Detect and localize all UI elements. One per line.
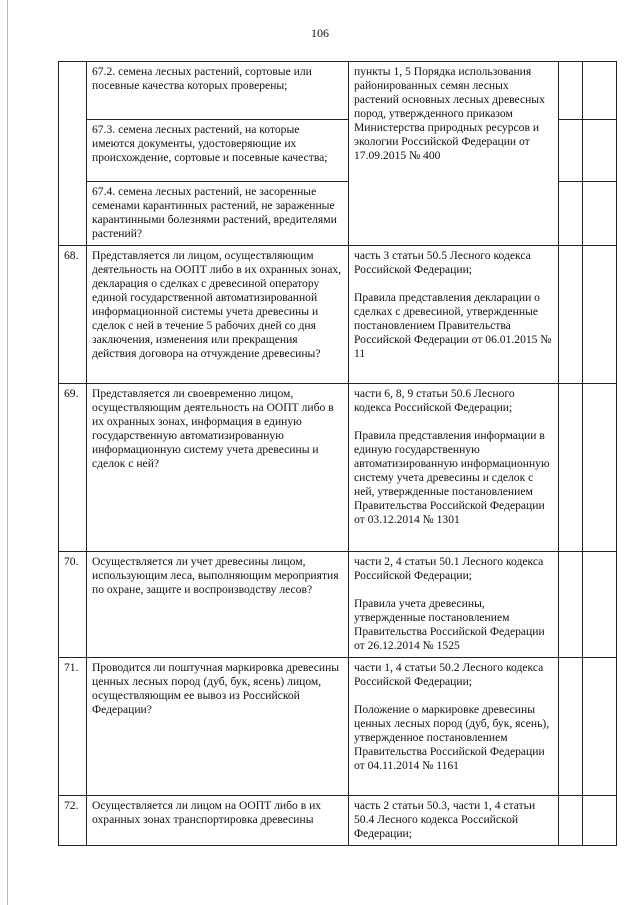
row-number-cell: 71. xyxy=(59,658,87,796)
answer-cell xyxy=(559,384,583,552)
answer-cell xyxy=(559,552,583,658)
question-cell: Проводится ли поштучная маркировка древесины ценных лесных пород (дуб, бук, ясень) лицом, осуществляющим ее вывоз из Российской Федерации? xyxy=(87,658,349,796)
table-row xyxy=(59,796,617,846)
question-cell: Осуществляется ли учет древесины лицом, использующим леса, выполняющим мероприятия по охране, защите и воспроизводству лесов? xyxy=(87,552,349,658)
row-number-cell: 70. xyxy=(59,552,87,658)
table-row xyxy=(59,246,617,384)
law-reference-text: Правила представления информации в единую государственную автоматизированную информационную систему учета древесины и сделок с ней, утвержденные постановлением Правительства Российской Федерации от 03.12.2014 № 1301 xyxy=(354,429,550,526)
subitem-67-4: 67.4. семена лесных растений, не засоренные семенами карантинных растений, не зараженные карантинными болезнями растений, вредителями растений? xyxy=(87,182,349,246)
table-row xyxy=(59,552,617,658)
row-number-cell: 72. xyxy=(59,796,87,846)
note-cell xyxy=(583,658,617,796)
note-cell xyxy=(583,182,617,246)
row-number-cell: 68. xyxy=(59,246,87,384)
answer-cell xyxy=(559,658,583,796)
law-reference-cell xyxy=(349,384,559,552)
law-reference-text: части 1, 4 статьи 50.2 Лесного кодекса Российской Федерации; xyxy=(354,661,544,688)
question-cell: Осуществляется ли лицом на ООПТ либо в их охранных зонах транспортировка древесины xyxy=(87,796,349,846)
note-cell xyxy=(583,246,617,384)
law-reference-cell xyxy=(349,62,559,246)
row-number-cell xyxy=(59,62,87,246)
law-reference-text: Правила учета древесины, утвержденные постановлением Правительства Российской Федерации от 26.12.2014 № 1525 xyxy=(354,597,545,652)
table-row xyxy=(59,62,617,120)
answer-cell xyxy=(559,246,583,384)
law-reference-cell xyxy=(349,796,559,846)
page-left-edge xyxy=(7,0,8,905)
answer-cell xyxy=(559,120,583,182)
law-reference-text: части 2, 4 статьи 50.1 Лесного кодекса Российской Федерации; xyxy=(354,555,544,582)
law-reference-text: пункты 1, 5 Порядка использования районированных семян лесных растений основных лесных древесных пород, утвержденного приказом Министерства природных ресурсов и экологии Российской Федерации от 17.09.2015 № 400 xyxy=(354,65,545,162)
table-row xyxy=(59,658,617,796)
table-row xyxy=(59,384,617,552)
law-reference-text: Правила представления декларации о сделках с древесиной, утвержденные постановлением Правительства Российской Федерации от 06.01.2015 № 11 xyxy=(354,291,552,360)
question-cell: Представляется ли своевременно лицом, осуществляющим деятельность на ООПТ либо в их охранных зонах, информация в единую государственную автоматизированную информационную систему учета древесины и сделок с ней? xyxy=(87,384,349,552)
note-cell xyxy=(583,552,617,658)
note-cell xyxy=(583,384,617,552)
law-reference-text: часть 3 статьи 50.5 Лесного кодекса Российской Федерации; xyxy=(354,249,531,276)
note-cell xyxy=(583,796,617,846)
answer-cell xyxy=(559,62,583,120)
law-reference-text: части 6, 8, 9 статьи 50.6 Лесного кодекса Российской Федерации; xyxy=(354,387,515,414)
row-number-cell: 69. xyxy=(59,384,87,552)
question-cell: Представляется ли лицом, осуществляющим деятельность на ООПТ либо в их охранных зонах, декларация о сделках с древесиной оператору единой государственной автоматизированной информационной системы учета древесины и сделок с ней в течение 5 рабочих дней со дня заключения, изменения или прекращения действия договора на отчуждение древесины? xyxy=(87,246,349,384)
law-reference-cell xyxy=(349,552,559,658)
law-reference-cell xyxy=(349,658,559,796)
checklist-table xyxy=(58,61,617,846)
note-cell xyxy=(583,120,617,182)
page-number: 106 xyxy=(311,26,329,40)
law-reference-text: часть 2 статьи 50.3, части 1, 4 статьи 50.4 Лесного кодекса Российской Федерации; xyxy=(354,799,536,840)
note-cell xyxy=(583,62,617,120)
law-reference-text: Положение о маркировке древесины ценных лесных пород (дуб, бук, ясень), утвержденное постановлением Правительства Российской Федерации от 04.11.2014 № 1161 xyxy=(354,703,550,772)
law-reference-cell xyxy=(349,246,559,384)
subitem-67-2: 67.2. семена лесных растений, сортовые или посевные качества которых проверены; xyxy=(87,62,349,120)
subitem-67-3: 67.3. семена лесных растений, на которые имеются документы, удостоверяющие их происхождение, сортовые и посевные качества; xyxy=(87,120,349,182)
answer-cell xyxy=(559,182,583,246)
answer-cell xyxy=(559,796,583,846)
